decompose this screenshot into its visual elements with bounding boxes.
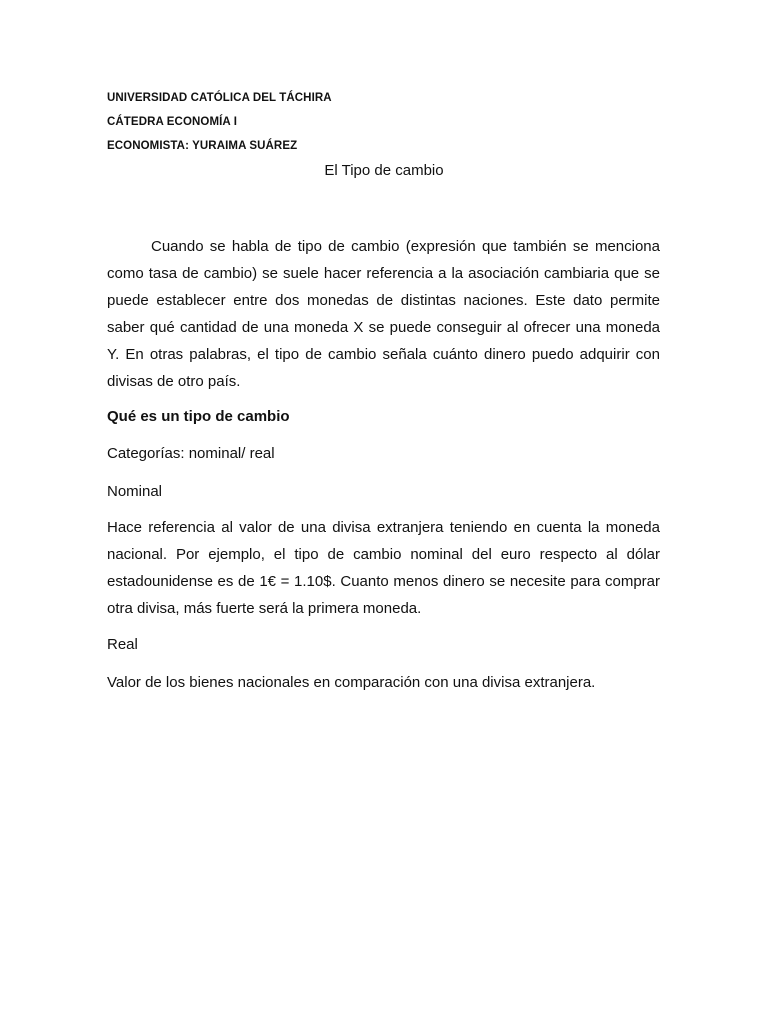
university-name: UNIVERSIDAD CATÓLICA DEL TÁCHIRA [107,92,332,104]
chair-name: CÁTEDRA ECONOMÍA I [107,116,238,128]
document-title: El Tipo de cambio [324,162,444,179]
real-heading: Real [107,636,138,653]
intro-paragraph: Cuando se habla de tipo de cambio (expresión que también se menciona como tasa de cambio) se suele hacer referencia a la asociación cambiaria que se puede establecer entre dos monedas de distintas naciones. Este dato permite saber qué cantidad de una moneda X se puede conseguir al ofrecer una moneda Y. En otras palabras, el tipo de cambio señala cuánto dinero puedo adquirir con divisas de otro país. [107,238,660,390]
nominal-paragraph: Hace referencia al valor de una divisa extranjera teniendo en cuenta la moneda nacional. Por ejemplo, el tipo de cambio nominal del euro respecto al dólar estadounidense es de 1€ = 1.10$. Cuanto menos dinero se necesite para comprar otra divisa, más fuerte será la primera moneda. [107,519,660,617]
section-heading: Qué es un tipo de cambio [107,408,290,425]
economist-name: ECONOMISTA: YURAIMA SUÁREZ [107,140,298,152]
categories-line: Categorías: nominal/ real [107,445,275,462]
nominal-heading: Nominal [107,483,163,500]
real-paragraph: Valor de los bienes nacionales en comparación con una divisa extranjera. [107,674,596,691]
